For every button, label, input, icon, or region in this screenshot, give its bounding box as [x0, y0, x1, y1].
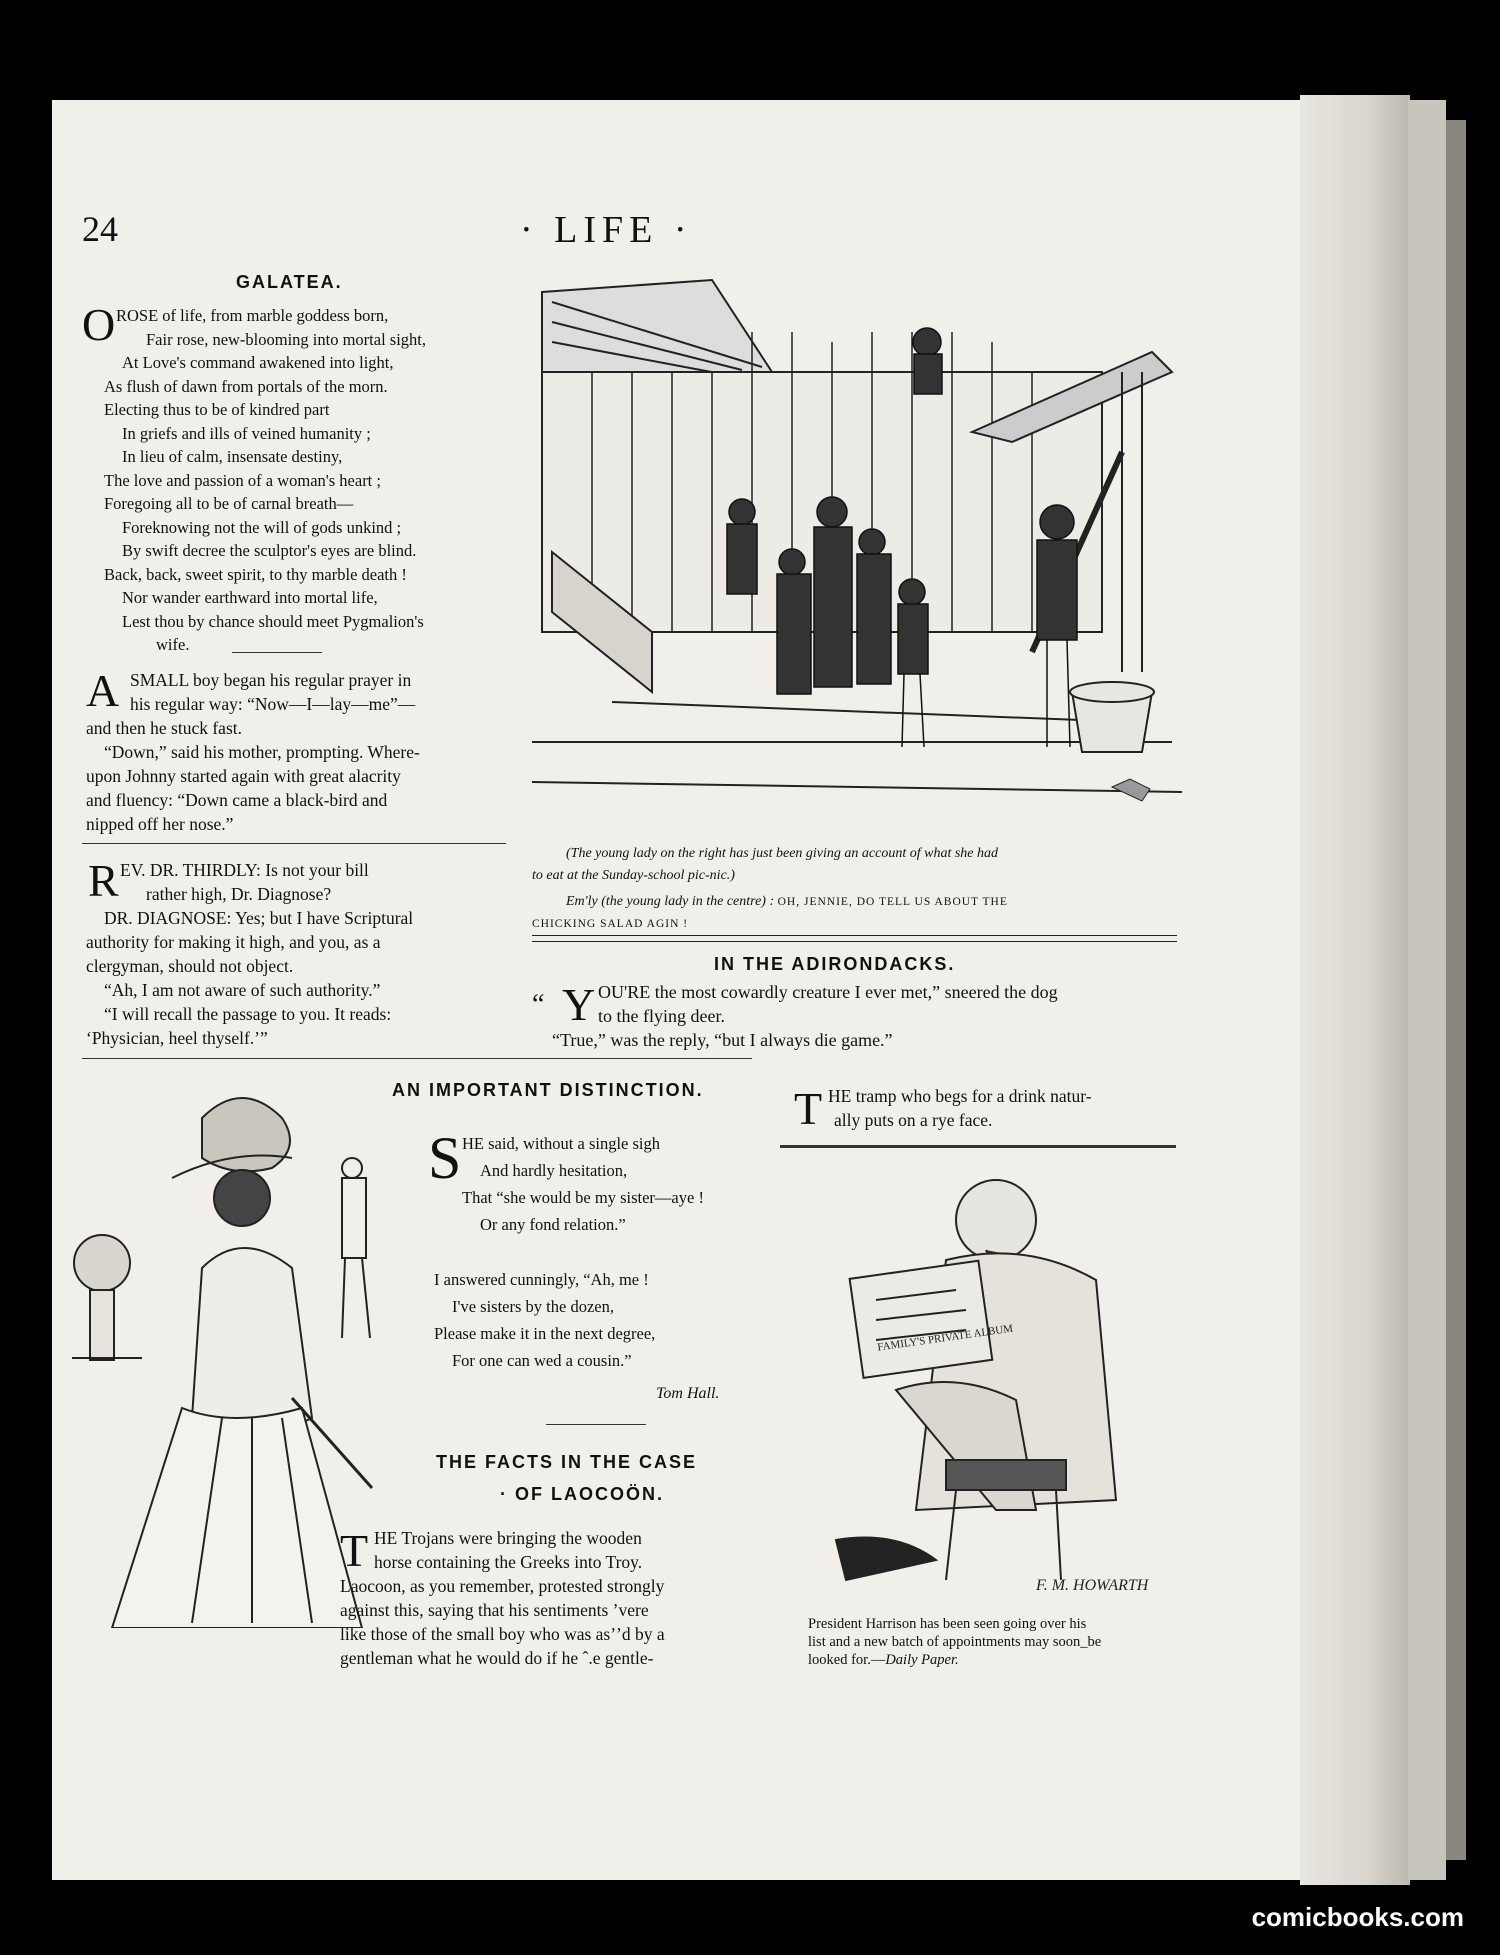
- text-line: EV. DR. THIRDLY: Is not your bill: [120, 860, 369, 880]
- poem-line: Back, back, sweet spirit, to thy marble death !: [104, 564, 407, 584]
- thirdly-drop-cap: R: [88, 855, 119, 906]
- poem-line: Please make it in the next degree,: [434, 1324, 656, 1343]
- text-line: against this, saying that his sentiments ’vere: [340, 1600, 649, 1620]
- laocoon-paragraph: [340, 1526, 760, 1670]
- watermark: comicbooks.com: [1251, 1902, 1464, 1932]
- poem-line: wife.: [156, 635, 190, 654]
- dialog-text: CHICKING SALAD AGIN !: [532, 918, 689, 930]
- galatea-drop-cap: O: [82, 299, 116, 350]
- poem-line: I answered cunningly, “Ah, me !: [434, 1270, 649, 1289]
- poem-line: Lest thou by chance should meet Pygmalion's: [122, 611, 424, 631]
- text-line: upon Johnny started again with great alacrity: [86, 766, 401, 786]
- caption-line: (The young lady on the right has just been giving an account of what she had: [566, 846, 999, 861]
- poem-line: In lieu of calm, insensate destiny,: [122, 447, 343, 466]
- text-line: ally puts on a rye face.: [834, 1110, 993, 1130]
- text-line: “I will recall the passage to you. It reads:: [104, 1004, 392, 1024]
- page-number: 24: [82, 209, 118, 249]
- distinction-poem-2: [434, 1266, 655, 1374]
- small-boy-drop-cap: A: [86, 665, 120, 716]
- text-line: Laocoon, as you remember, protested strongly: [340, 1576, 665, 1596]
- double-rule: [532, 935, 1177, 942]
- caption-line: to eat at the Sunday-school pic-nic.): [532, 868, 735, 883]
- caption-line: looked for.—: [808, 1652, 886, 1668]
- poem-line: For one can wed a cousin.”: [452, 1351, 632, 1370]
- tramp-drop-cap: T: [794, 1083, 823, 1134]
- adirondacks-title: IN THE ADIRONDACKS.: [714, 954, 956, 974]
- text-line: to the flying deer.: [598, 1006, 725, 1026]
- divider: [82, 1058, 752, 1059]
- poem-line: Nor wander earthward into mortal life,: [122, 588, 378, 607]
- text-line: ‘Physician, heel thyself.’”: [86, 1028, 268, 1048]
- dialog-speaker: Em'ly (the young lady in the centre) :: [566, 894, 775, 909]
- text-line: his regular way: “Now—I—lay—me”—: [130, 694, 416, 714]
- text-line: DR. DIAGNOSE: Yes; but I have Scriptural: [104, 908, 414, 928]
- text-line: SMALL boy began his regular prayer in: [130, 670, 412, 690]
- thirdly-paragraph: [86, 855, 506, 1050]
- poem-line: Foregoing all to be of carnal breath—: [104, 494, 354, 513]
- distinction-author: Tom Hall.: [656, 1385, 720, 1402]
- binding-shadow: [1446, 120, 1466, 1860]
- poem-line: Foreknowing not the will of gods unkind ;: [122, 517, 402, 537]
- laocoon-title-line2: · OF LAOCOÖN.: [500, 1484, 664, 1504]
- text-line: nipped off her nose.”: [86, 814, 234, 834]
- harrison-caption: [808, 1615, 1101, 1669]
- text-line: gentleman what he would do if he ˆ.e gentle-: [340, 1648, 654, 1668]
- galatea-title: GALATEA.: [236, 272, 343, 292]
- caption-line: President Harrison has been seen going over his: [808, 1616, 1087, 1632]
- caption-source: Daily Paper.: [885, 1652, 959, 1668]
- poem-line: Electing thus to be of kindred part: [104, 400, 330, 419]
- poem-line: Or any fond relation.”: [480, 1215, 626, 1234]
- text-line: HE Trojans were bringing the wooden: [374, 1528, 642, 1548]
- text-line: HE tramp who begs for a drink natur-: [828, 1086, 1092, 1106]
- page-edge: [1300, 95, 1410, 1885]
- poem-line: As flush of dawn from portals of the morn.: [104, 376, 388, 396]
- artist-signature: F. M. HOWARTH: [1036, 1577, 1149, 1594]
- galatea-poem: [104, 304, 426, 657]
- adirondacks-paragraph: [532, 980, 1182, 1052]
- poem-line: And hardly hesitation,: [480, 1161, 628, 1180]
- poem-line: The love and passion of a woman's heart ;: [104, 470, 381, 490]
- slate-text: FAMILY'S PRIVATE ALBUM: [876, 1322, 1014, 1354]
- poem-line: I've sisters by the dozen,: [452, 1297, 614, 1316]
- divider: [546, 1424, 646, 1425]
- poem-line: In griefs and ills of veined humanity ;: [122, 423, 371, 443]
- text-line: horse containing the Greeks into Troy.: [374, 1552, 643, 1572]
- text-line: authority for making it high, and you, as a: [86, 932, 381, 952]
- masthead: · LIFE ·: [520, 209, 693, 251]
- text-line: and fluency: “Down came a black-bird and: [86, 790, 388, 810]
- poem-line: That “she would be my sister—aye !: [462, 1188, 704, 1207]
- text-line: “Down,” said his mother, prompting. Where-: [104, 742, 420, 762]
- divider: [232, 652, 322, 653]
- text-line: clergyman, should not object.: [86, 956, 294, 976]
- text-line: OU'RE the most cowardly creature I ever met,” sneered the dog: [598, 982, 1058, 1002]
- adirondacks-drop-cap: Y: [562, 979, 596, 1030]
- dialog-text: OH, JENNIE, DO TELL US ABOUT THE: [777, 896, 1008, 908]
- binding-spine: [1408, 100, 1446, 1880]
- laocoon-drop-cap: T: [340, 1525, 369, 1576]
- poem-line: HE said, without a single sigh: [462, 1134, 660, 1153]
- caption-line: list and a new batch of appointments may soon_be: [808, 1634, 1102, 1650]
- picnic-caption: [532, 843, 1182, 935]
- distinction-title: AN IMPORTANT DISTINCTION.: [392, 1080, 704, 1100]
- small-boy-paragraph: [86, 665, 506, 836]
- tramp-paragraph: [794, 1084, 1174, 1132]
- harrison-illustration: [796, 1160, 1186, 1600]
- poem-line: By swift decree the sculptor's eyes are blind.: [122, 541, 417, 560]
- poem-line: At Love's command awakened into light,: [122, 353, 394, 372]
- text-line: “True,” was the reply, “but I always die game.”: [552, 1030, 893, 1050]
- poem-line: ROSE of life, from marble goddess born,: [116, 306, 389, 325]
- divider: [82, 843, 506, 844]
- distinction-poem: [462, 1130, 704, 1238]
- text-line: and then he stuck fast.: [86, 718, 242, 738]
- text-line: like those of the small boy who was as’ʼd by a: [340, 1624, 665, 1644]
- poem-line: Fair rose, new-blooming into mortal sight,: [146, 329, 427, 349]
- text-line: rather high, Dr. Diagnose?: [146, 884, 332, 904]
- distinction-drop-cap: S: [428, 1125, 462, 1191]
- adirondacks-open-quote: “: [532, 989, 545, 1020]
- laocoon-title-line1: THE FACTS IN THE CASE: [436, 1452, 698, 1472]
- picnic-illustration: [532, 272, 1182, 812]
- divider: [780, 1145, 1176, 1148]
- text-line: “Ah, I am not aware of such authority.”: [104, 980, 381, 1000]
